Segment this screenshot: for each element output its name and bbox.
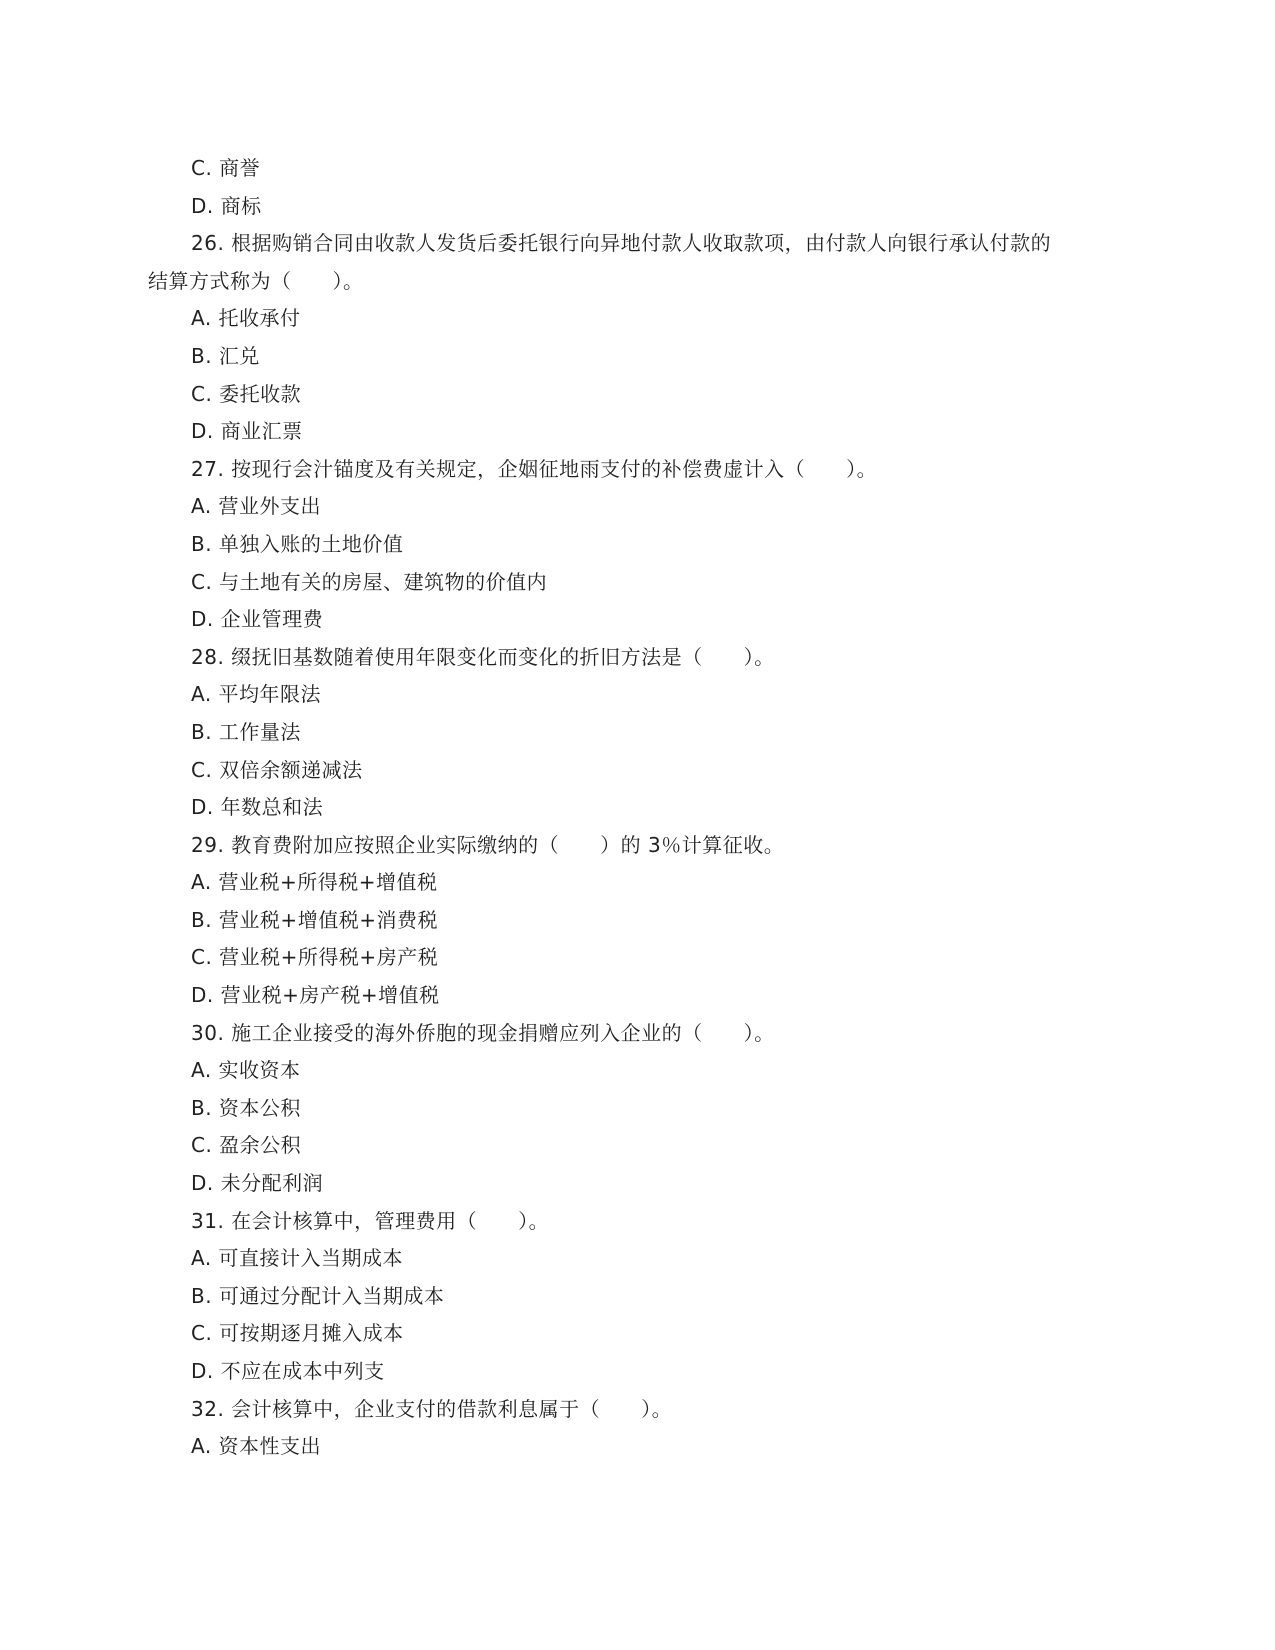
question-29-option-a: A. 营业税+所得税+增值税 bbox=[191, 870, 438, 895]
question-list bbox=[148, 150, 1128, 1466]
question-28-option-d: D. 年数总和法 bbox=[191, 795, 324, 820]
question-31-option-a: A. 可直接计入当期成本 bbox=[191, 1246, 404, 1271]
question-31-option-b: B. 可通过分配计入当期成本 bbox=[191, 1283, 445, 1308]
question-30-option-d: D. 未分配利润 bbox=[191, 1171, 324, 1196]
question-31-option-d: D. 不应在成本中列支 bbox=[191, 1359, 385, 1383]
question-28-option-a: A. 平均年限法 bbox=[191, 682, 322, 707]
question-32-stem: 32. 会计核算中，企业支付的借款利息属于（ ）。 bbox=[191, 1396, 673, 1421]
question-28-option-c: C. 双倍余额递减法 bbox=[191, 757, 363, 782]
question-30-option-b: B. 资本公积 bbox=[191, 1095, 301, 1120]
question-31-stem: 31. 在会计核算中，管理费用（ ）。 bbox=[191, 1208, 550, 1233]
question-28-option-b: B. 工作量法 bbox=[191, 719, 301, 744]
question-30-option-a: A. 实收资本 bbox=[191, 1058, 301, 1083]
question-29-option-c: C. 营业税+所得税+房产税 bbox=[191, 945, 439, 970]
question-29-option-d: D. 营业税+房产税+增值税 bbox=[191, 983, 440, 1008]
question-26-option-b: B. 汇兑 bbox=[191, 343, 260, 368]
question-29-option-b: B. 营业税+增值税+消费税 bbox=[191, 907, 438, 932]
question-27-option-c: C. 与土地有关的房屋、建筑物的价值内 bbox=[191, 569, 548, 594]
question-26-stem-continued: 结算方式称为（ ）。 bbox=[148, 268, 364, 293]
question-26-stem: 26. 根据购销合同由收款人发货后委托银行向异地付款人收取款项，由付款人向银行承认付款的 bbox=[191, 231, 1052, 256]
option-line: D. 商标 bbox=[191, 193, 262, 218]
question-26-option-c: C. 委托收款 bbox=[191, 381, 302, 406]
question-31-option-c: C. 可按期逐月摊入成本 bbox=[191, 1321, 404, 1346]
question-26-option-d: D. 商业汇票 bbox=[191, 419, 303, 444]
question-29-stem: 29. 教育费附加应按照企业实际缴纳的（ ）的 3％计算征收。 bbox=[191, 832, 785, 857]
question-28-stem: 28. 缀抚旧基数随着使用年限变化而变化的折旧方法是（ ）。 bbox=[191, 644, 775, 669]
question-27-stem: 27. 按现行会汁锚度及有关规定，企姻征地雨支付的补偿费虚计入（ ）。 bbox=[191, 456, 878, 481]
question-26-option-a: A. 托收承付 bbox=[191, 306, 301, 331]
question-27-option-b: B. 单独入账的土地价值 bbox=[191, 531, 404, 556]
question-27-option-d: D. 企业管理费 bbox=[191, 607, 324, 632]
question-27-option-a: A. 营业外支出 bbox=[191, 494, 322, 519]
question-30-option-c: C. 盈余公积 bbox=[191, 1133, 302, 1158]
option-line: C. 商誉 bbox=[191, 156, 261, 180]
question-32-option-a: A. 资本性支出 bbox=[191, 1434, 322, 1459]
question-30-stem: 30. 施工企业接受的海外侨胞的现金捐赠应列入企业的（ ）。 bbox=[191, 1020, 775, 1045]
